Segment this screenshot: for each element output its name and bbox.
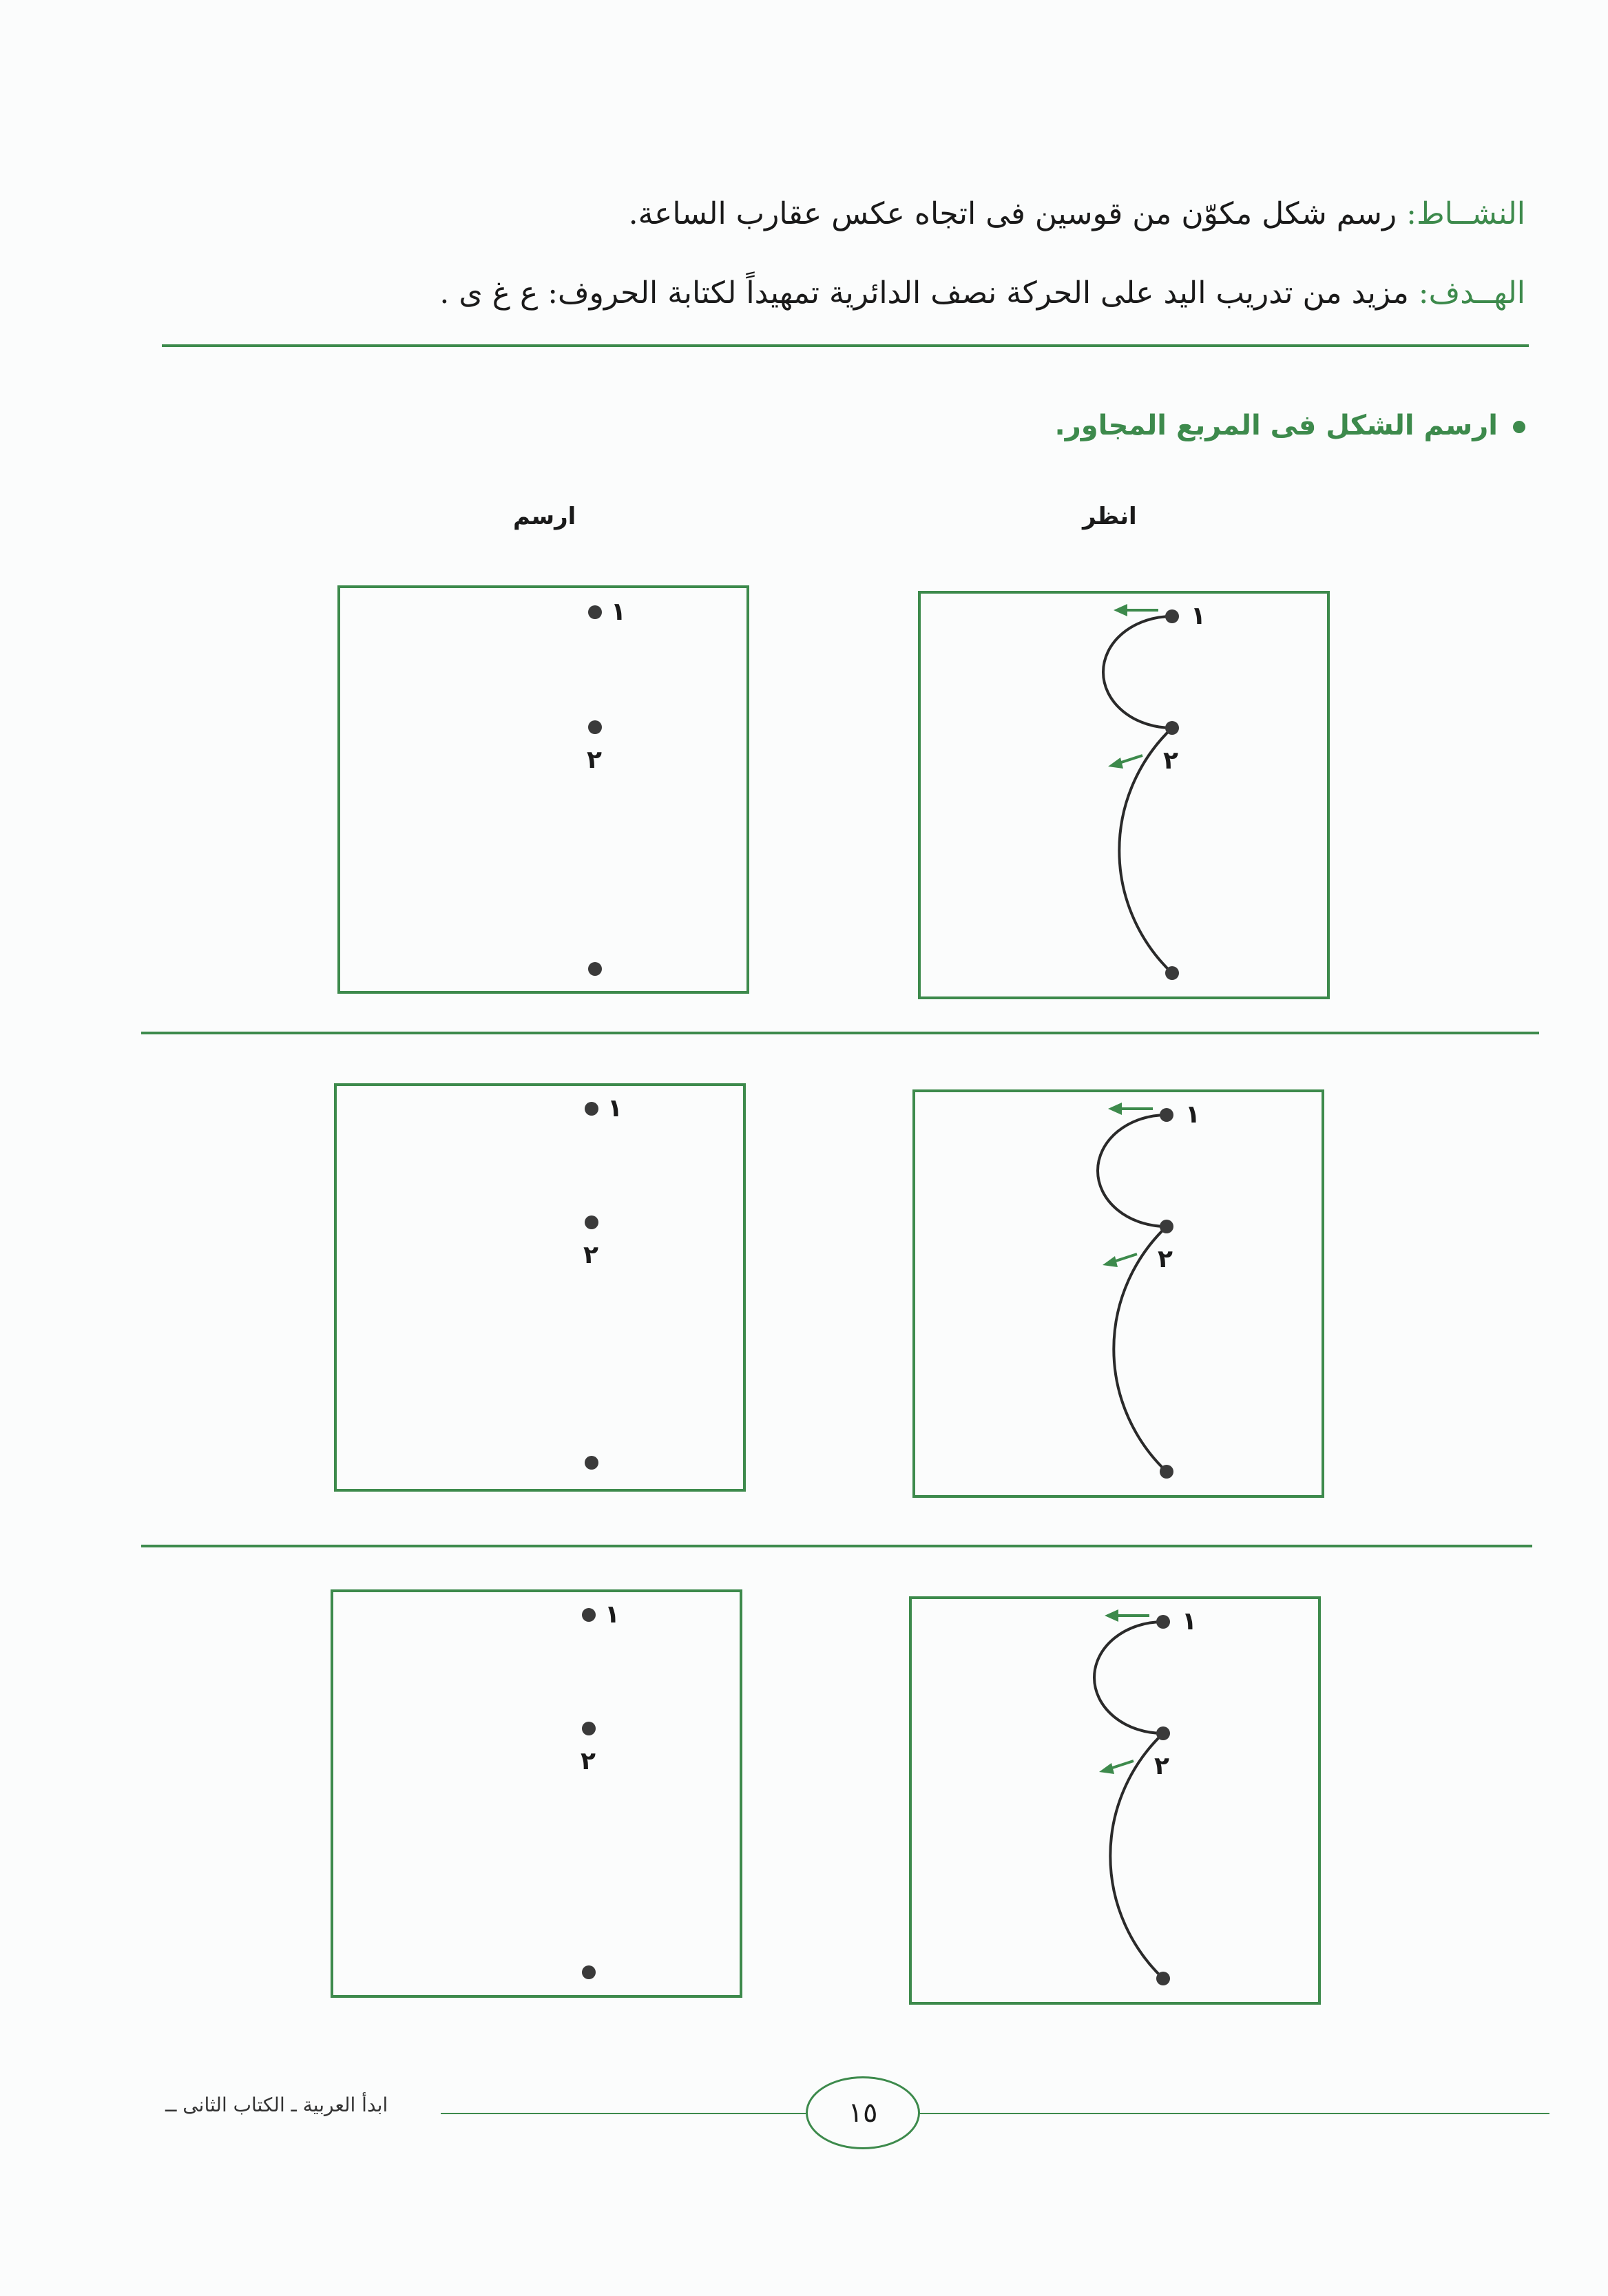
practice-dots-1 (340, 588, 746, 991)
point-2-label: ٢ (1154, 1752, 1169, 1780)
column-label-look: انظر (1083, 503, 1137, 530)
practice-box-3[interactable] (331, 1589, 742, 1998)
goal-row (439, 275, 1525, 311)
point-1-label: ١ (1191, 602, 1206, 630)
book-title: ابدأ العربية ـ الكتاب الثانى ــ (165, 2094, 388, 2116)
activity-text: رسم شكل مكوّن من قوسين فى اتجاه عكس عقارب الساعة. (628, 196, 1397, 231)
goal-text: مزيد من تدريب اليد على الحركة نصف الدائرية تمهيداً لكتابة الحروف: ع غ ى . (439, 275, 1409, 311)
point-2-label: ٢ (583, 1241, 598, 1269)
practice-box-1[interactable] (337, 585, 749, 994)
point-1-label: ١ (1182, 1607, 1197, 1636)
header-divider (162, 344, 1529, 347)
footer-line-left (441, 2113, 806, 2114)
activity-label: النشــاط: (1406, 196, 1525, 231)
point-1-label: ١ (605, 1600, 620, 1629)
row-divider-2 (141, 1545, 1532, 1547)
example-box-2 (912, 1089, 1324, 1498)
column-label-draw: ارسم (513, 503, 576, 530)
example-box-3 (909, 1596, 1321, 2005)
point-2-label: ٢ (581, 1747, 596, 1775)
page-number: ١٥ (848, 2097, 878, 2129)
activity-row (629, 196, 1525, 231)
point-1-label: ١ (607, 1094, 623, 1123)
page-number-oval (806, 2076, 920, 2149)
example-shape-1 (921, 594, 1327, 996)
instruction (1055, 410, 1525, 441)
point-2-label: ٢ (1163, 747, 1178, 775)
practice-dots-2 (337, 1086, 743, 1489)
point-1-label: ١ (1185, 1100, 1200, 1129)
row-divider-1 (141, 1032, 1539, 1034)
practice-dots-3 (333, 1592, 740, 1995)
point-2-label: ٢ (587, 746, 602, 774)
point-1-label: ١ (611, 598, 626, 626)
example-shape-3 (912, 1599, 1318, 2002)
instruction-text: ارسم الشكل فى المربع المجاور. (1054, 410, 1498, 441)
practice-box-2[interactable] (334, 1083, 746, 1492)
example-shape-2 (915, 1092, 1322, 1495)
footer-line-right (916, 2113, 1549, 2114)
example-box-1 (918, 591, 1330, 999)
bullet-icon (1513, 421, 1525, 433)
goal-label: الهــدف: (1418, 275, 1525, 311)
point-2-label: ٢ (1158, 1245, 1173, 1273)
